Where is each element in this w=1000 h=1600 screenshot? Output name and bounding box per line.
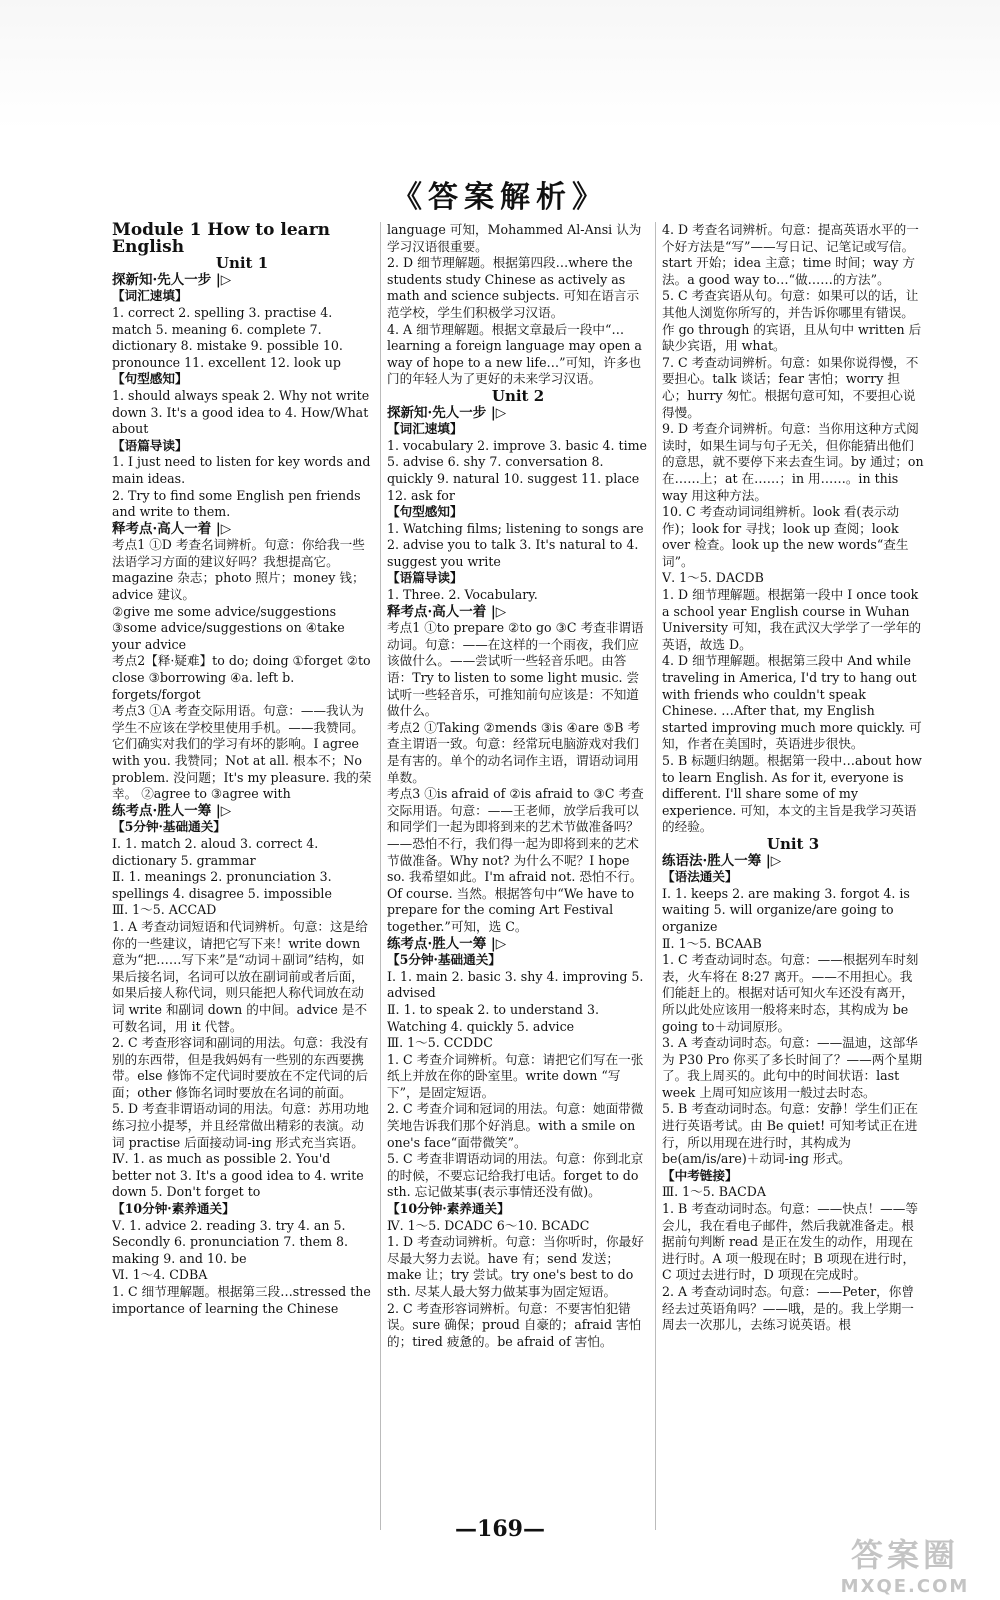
subsection-heading: 【语法通关】: [662, 869, 738, 885]
answer-line: 1. I just need to listen for key words and main ideas.: [112, 454, 371, 486]
column-1: [112, 222, 372, 1540]
section-heading: 释考点·高人一着 |▷: [112, 520, 232, 537]
answer-line: 5. C 考查宾语从句。句意：如果可以的话，让其他人浏览你所写的，并告诉你哪里有错误。作 go through 的宾语，且从句中 written 后缺少宾语，用 what。: [662, 288, 922, 354]
answer-line: 考点1 ①D 考查名词辨析。句意：你给我一些法语学习方面的建议好吗？我想提高它。magazine 杂志；photo 照片；money 钱；advice 建议。: [112, 537, 365, 603]
unit-heading: Unit 3: [766, 834, 820, 853]
answer-line: 2. C 考查介词和冠词的用法。句意：她面带微笑地告诉我们那个好消息。with a smile on one's face“面带微笑”。: [387, 1101, 644, 1150]
answer-line: 1. C 细节理解题。根据第三段…stressed the importance of learning the Chinese: [112, 1284, 371, 1316]
module-title: Module 1 How to learn English: [112, 222, 331, 257]
answer-line: Ⅵ. 1～4. CDBA: [112, 1267, 208, 1283]
answer-line: 考点1 ①to prepare ②to go ③C 考查非谓语动词。句意：——在这样的一个雨夜，我们应该做什么。——尝试听一些轻音乐吧。由答语：Try to listen to some light music. 尝试听一些轻音乐，可推知前句应该是：不知道做什么。: [387, 620, 644, 719]
section-heading: 探新知·先人一步 |▷: [387, 404, 507, 421]
page-number: —169—: [455, 1516, 545, 1542]
unit-heading: Unit 2: [491, 386, 545, 405]
subsection-heading: 【句型感知】: [112, 371, 188, 387]
column-3: [662, 222, 924, 1540]
answer-line: Ⅱ. 1. meanings 2. pronunciation 3. spellings 4. disagree 5. impossible: [112, 869, 332, 901]
subsection-heading: 【语篇导读】: [387, 570, 463, 586]
watermark-logo: [820, 1530, 990, 1597]
watermark-top: 答案圈: [850, 1536, 959, 1574]
subsection-heading: 【词汇速填】: [112, 288, 188, 304]
answer-line: Ⅰ. 1. keeps 2. are making 3. forgot 4. is waiting 5. will organize/are going to organize: [662, 885, 910, 934]
answer-line: 1. vocabulary 2. improve 3. basic 4. time 5. advise 6. shy 7. conversation 8. quickly 9. natural 10. suggest 11. place 12. ask for: [387, 437, 647, 503]
answer-line: Ⅱ. 1～5. BCAAB: [662, 935, 762, 951]
unit-heading: Unit 1: [215, 254, 269, 273]
answer-line: 2. Try to find some English pen friends and write to them.: [112, 487, 361, 520]
answer-line: 3. A 考查动词时态。句意：——温迪，这部华为 P30 Pro 你买了多长时间了？——两个星期了。我上周买的。此句中的时间状语：last week 上周可知应该用一般过去时态。: [662, 1035, 923, 1100]
answer-line: 1. D 细节理解题。根据第一段中 I once took a school year English course in Wuhan University 可知，我在武汉大学学了一学年的英语，故选 D。: [662, 587, 921, 652]
answer-line: Ⅳ. 1. as much as possible 2. You'd better not 3. It's a good idea to 4. write down 5. Don't forget to: [112, 1151, 364, 1200]
answer-line: 1. correct 2. spelling 3. practise 4. match 5. meaning 6. complete 7. dictionary 8. mistake 9. possible 10. pronounce 11. excellent 12. look up: [112, 304, 343, 370]
answer-line: 2. A 考查动词时态。句意：——Peter，你曾经去过英语角吗？——哦，是的。我上学期一周去一次那儿，去练习说英语。根: [662, 1284, 914, 1333]
answer-line: Ⅴ. 1～5. DACDB: [662, 570, 764, 586]
subsection-heading: 【10分钟·素养通关】: [387, 1201, 510, 1217]
answer-line: 10. C 考查动词词组辨析。look 看(表示动作)；look for 寻找；look up 查阅；look over 检查。look up the new words“查生词”。: [662, 504, 909, 569]
answer-line: 5. C 考查非谓语动词的用法。句意：你到北京的时候，不要忘记给我打电话。forget to do sth. 忘记做某事(表示事情还没有做)。: [387, 1151, 644, 1200]
answer-line: 1. Watching films; listening to songs are 2. advise you to talk 3. It's natural to 4. suggest you write: [387, 520, 644, 569]
answer-line: 4. D 考查名词辨析。句意：提高英语水平的一个好方法是“写”——写日记、记笔记或写信。start 开始；idea 主意；time 时间；way 方法。a good way to…“做……的方法”。: [662, 222, 919, 287]
subsection-heading: 【5分钟·基础通关】: [387, 952, 501, 968]
answer-list: [662, 222, 924, 836]
answer-line: 9. D 考查介词辨析。句意：当你用这种方式阅读时，如果生词与句子无关，但你能猜出他们的意思，就不要停下来去查生词。by 通过；on 在……上；at 在……；in 用……。in this way 用这种方法。: [662, 421, 924, 503]
answer-line: 1. C 考查动词时态。句意：——根据列车时刻表，火车将在 8:27 离开。——不用担心。我们能赶上的。根据对话可知火车还没有离开，所以此处应该用一般将来时态，其构成为 be going to＋动词原形。: [662, 952, 919, 1034]
subsection-heading: 【10分钟·素养通关】: [112, 1201, 235, 1217]
answer-line: 4. D 细节理解题。根据第三段中 And while traveling in America, I'd try to hang out with friends who couldn't speak Chinese. …After that, my English started improving much more quickly. 可知，作者在美国时，英语进步很快。: [662, 653, 922, 752]
answer-line: 1. Three. 2. Vocabulary.: [387, 587, 538, 603]
answer-line: 考点2【释·疑难】to do; doing ①forget ②to close ③borrowing ④a. left b. forgets/forgot: [112, 653, 371, 702]
answer-line: 2. C 考查形容词和副词的用法。句意：我没有别的东西带，但是我妈妈有一些别的东西要携带。else 修饰不定代词时要放在不定代词的后面；other 修饰名词时要放在名词的前面。: [112, 1035, 369, 1100]
column-divider: [380, 222, 381, 1530]
answer-line: 考点3 ①is afraid of ②is afraid to ③C 考查交际用语。句意：——王老师，放学后我可以和同学们一起为即将到来的艺术节做准备吗？——恐怕不行，我们得一起为即将到来的艺术节做准备。Why not? 为什么不呢？I hope so. 我希望如此。I'm afraid not. 恐怕不行。Of course. 当然。根据答句中“We have to prepare for the coming Art Festival together.”可知，选 C。: [387, 786, 644, 934]
answer-line: 1. D 考查动词辨析。句意：当你听时，你最好尽最大努力去说。have 有；send 发送；make 让；try 尝试。try one's best to do sth. 尽某人最大努力做某事为固定短语。: [387, 1234, 644, 1299]
answer-line: Ⅲ. 1～5. CCDDC: [387, 1035, 493, 1051]
answer-line: 1. C 考查介词辨析。句意：请把它们写在一张纸上并放在你的卧室里。write down “写下”，是固定短语。: [387, 1051, 644, 1100]
section-heading: 释考点·高人一着 |▷: [387, 603, 507, 620]
answer-line: Ⅰ. 1. match 2. aloud 3. correct 4. dictionary 5. grammar: [112, 835, 319, 868]
page-header-shade: [0, 0, 1000, 130]
answer-line: Ⅴ. 1. advice 2. reading 3. try 4. an 5. Secondly 6. pronunciation 7. them 8. making 9. and 10. be: [112, 1217, 349, 1266]
column-divider: [655, 222, 656, 1530]
answer-line: 5. D 考查非谓语动词的用法。句意：苏用功地练习拉小提琴，并且经常做出精彩的表演。动词 practise 后面接动词-ing 形式充当宾语。: [112, 1101, 369, 1150]
subsection-heading: 【句型感知】: [387, 504, 463, 520]
answer-line: Ⅰ. 1. main 2. basic 3. shy 4. improving 5. advised: [387, 968, 644, 1001]
answer-line: 1. should always speak 2. Why not write down 3. It's a good idea to 4. How/What about: [112, 387, 370, 437]
answer-line: 7. C 考查动词辨析。句意：如果你说得慢，不要担心。talk 谈话；fear 害怕；worry 担心；hurry 匆忙。根据句意可知，不要担心说得慢。: [662, 354, 919, 420]
answer-line: language 可知，Mohammed Al-Ansi 认为学习汉语很重要。: [387, 222, 642, 254]
watermark-bottom: MXQE.COM: [840, 1576, 970, 1597]
answer-line: 2. D 细节理解题。根据第四段…where the students study Chinese as actively as math and science subjects. 可知在语言示范学校，学生们积极学习汉语。: [387, 255, 640, 320]
answer-line: Ⅱ. 1. to speak 2. to understand 3. Watching 4. quickly 5. advice: [387, 1001, 599, 1034]
answer-line: Ⅲ. 1～5. BACDA: [662, 1184, 766, 1200]
answer-list: [387, 405, 649, 1351]
answer-line: 1. B 考查动词时态。句意：——快点！——等会儿，我在看电子邮件，然后我就准备走。根据前句判断 read 是正在发生的动作，用现在进行时。A 项一般现在时；B 项现在进行时，C 项过去进行时，D 项现在完成时。: [662, 1201, 918, 1283]
answer-line: 2. C 考查形容词辨析。句意：不要害怕犯错误。sure 确保；proud 自豪的；afraid 害怕的；tired 疲惫的。be afraid of 害怕。: [387, 1300, 642, 1349]
section-heading: 练考点·胜人一筹 |▷: [112, 802, 232, 819]
answer-line: 考点3 ①A 考查交际用语。句意：——我认为学生不应该在学校里使用手机。——我赞同。它们确实对我们的学习有坏的影响。I agree with you. 我赞同；Not at all. 根本不；No problem. 没问题；It's my pleasure. 我的荣幸。 ②agree to ③agree with: [112, 703, 372, 802]
subsection-heading: 【中考链接】: [662, 1167, 738, 1183]
answer-list: [387, 222, 649, 388]
answer-line: 考点2 ①Taking ②mends ③is ④are ⑤B 考查主谓语一致。句意：经常玩电脑游戏对我们是有害的。单个的动名词作主语，谓语动词用单数。: [387, 719, 641, 785]
answer-line: 1. A 考查动词短语和代词辨析。句意：这是给你的一些建议，请把它写下来！write down 意为“把……写下来”是“动词＋副词”结构，如果后接名词，名词可以放在副词前或者后面，如果后接人称代词，则只能把人称代词放在动词 write 和副词 down 的中间。advice 是不可数名词，用 it 代替。: [112, 918, 368, 1034]
subsection-heading: 【语篇导读】: [112, 437, 188, 453]
column-2: [387, 222, 649, 1540]
answer-line: ②give me some advice/suggestions ③some advice/suggestions on ④take your advice: [112, 603, 345, 652]
subsection-heading: 【5分钟·基础通关】: [112, 819, 226, 835]
subsection-heading: 【词汇速填】: [387, 421, 463, 437]
section-heading: 练考点·胜人一筹 |▷: [387, 935, 507, 952]
answer-line: 4. A 细节理解题。根据文章最后一段中“…learning a foreign language may open a way of hope to a new life…”可知，许多也门的年轻人为了更好的未来学习汉语。: [387, 321, 642, 387]
section-heading: 探新知·先人一步 |▷: [112, 271, 232, 288]
section-heading: 练语法·胜人一筹 |▷: [662, 852, 782, 869]
answer-line: 5. B 考查动词时态。句意：安静！学生们正在进行英语考试。由 Be quiet! 可知考试正在进行，所以用现在进行时，其构成为 be(am/is/are)＋动词-ing 形式。: [662, 1101, 918, 1167]
answer-line: 5. B 标题归纳题。根据第一段中…about how to learn English. As for it, everyone is different. I'll share some of my experience. 可知，本文的主旨是我学习英语的经验。: [662, 753, 922, 835]
answer-line: Ⅳ. 1～5. DCADC 6～10. BCADC: [387, 1217, 590, 1233]
answer-list: [112, 272, 372, 1317]
page-title: 《答案解析》: [392, 180, 608, 215]
answer-list: [662, 853, 924, 1334]
answer-line: Ⅲ. 1～5. ACCAD: [112, 902, 217, 918]
